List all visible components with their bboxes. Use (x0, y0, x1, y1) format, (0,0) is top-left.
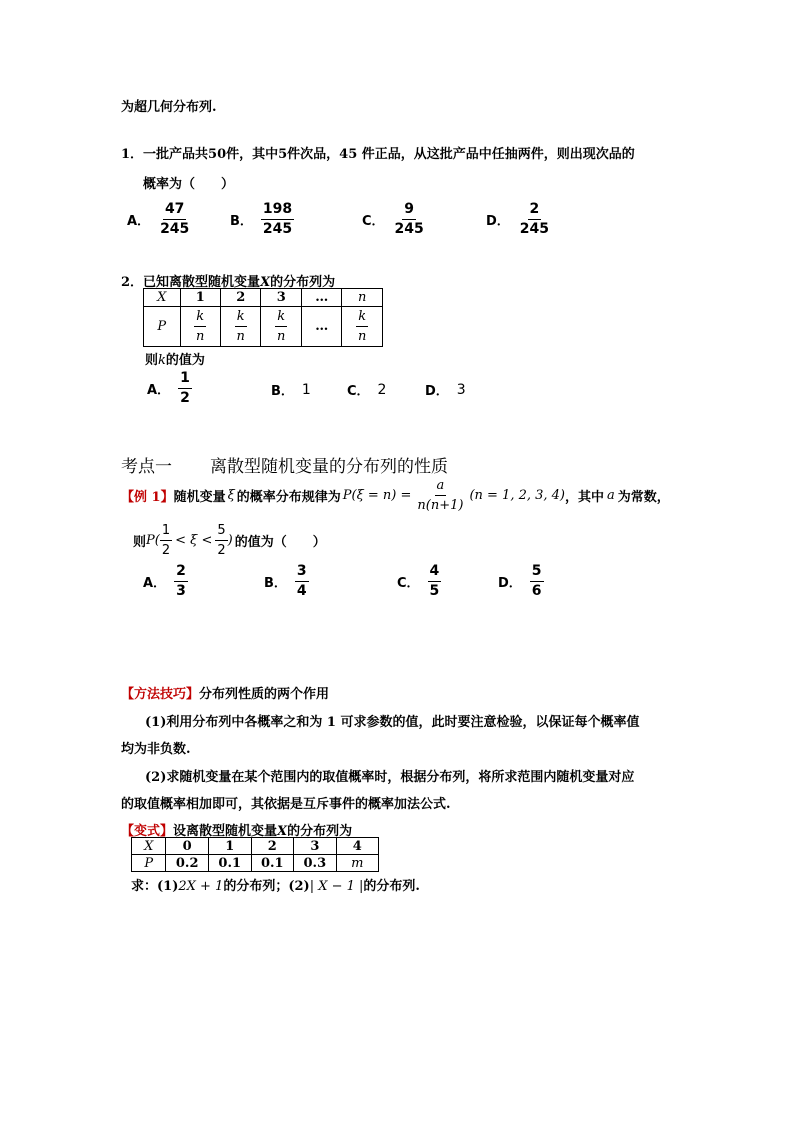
table-cell: … (301, 307, 342, 347)
q2-distribution-table (143, 288, 383, 347)
table-cell: 0.1 (208, 855, 251, 872)
table-cell: $\frac{k}{n}$ (261, 307, 301, 347)
option-value: 2 (377, 381, 387, 398)
section-title-right: 离散型随机变量的分布列的性质 (210, 457, 448, 477)
table-cell: 3 (261, 289, 301, 307)
variant-tag: 【变式】 (121, 824, 174, 839)
intro-line: 为超几何分布列. (121, 100, 217, 115)
q2-option-c[interactable] (347, 380, 386, 399)
table-cell: 0 (166, 838, 209, 855)
option-fraction: $\frac{5}{6}$ (531, 563, 542, 599)
q2-option-b[interactable] (271, 380, 311, 399)
method-p1-line1: (1)利用分布列中各概率之和为 1 可求参数的值，此时要注意检验，以保证每个概率值 (145, 715, 640, 730)
q2-option-d[interactable] (425, 380, 466, 399)
method-title: 分布列性质的两个作用 (199, 687, 330, 702)
table-cell: 1 (180, 289, 220, 307)
table-cell: $\frac{k}{n}$ (220, 307, 260, 347)
table-cell: 4 (336, 838, 378, 855)
q1-number: 1． (121, 147, 144, 162)
option-label: A． (143, 576, 167, 591)
option-fraction: $\frac{2}{3}$ (176, 563, 186, 599)
option-label: C． (362, 214, 385, 229)
q2-text: 已知离散型随机变量 (143, 275, 261, 290)
q1-option-c[interactable] (362, 200, 426, 239)
q1-option-a[interactable] (127, 200, 191, 239)
option-label: C． (397, 576, 420, 591)
option-fraction: $\frac{1}{2}$ (180, 370, 190, 406)
table-cell: $\frac{k}{n}$ (180, 307, 220, 347)
table-cell: 1 (208, 838, 251, 855)
option-label: D． (498, 576, 522, 591)
option-label: B． (230, 214, 253, 229)
variant-distribution-table (131, 837, 379, 872)
q1-option-d[interactable] (486, 200, 551, 239)
section-title-left: 考点一 (121, 457, 172, 477)
option-label: C． (347, 384, 370, 399)
table-cell: 0.1 (251, 855, 294, 872)
table-cell: P (132, 855, 166, 872)
option-fraction: $\frac{4}{5}$ (429, 563, 440, 599)
table-cell: X (144, 289, 181, 307)
table-cell: X (132, 838, 166, 855)
example1-line1: 【例 1】 随机变量 ξ 的概率分布规律为 P(ξ = n) = $\frac{a}{n(n+1)}$ (n = 1, 2, 3, 4) ，其中 a 为常数， (121, 478, 670, 513)
variant-stem: 【变式】设离散型随机变量X的分布列为 (121, 824, 353, 839)
pmf-fraction: $\frac{a}{n(n+1)}$ (417, 478, 464, 513)
method-p1-line2: 均为非负数. (121, 742, 191, 757)
variant-ask: 求：(1)2X + 1的分布列；(2)| X − 1 |的分布列. (131, 879, 420, 894)
q2-number: 2． (121, 275, 144, 290)
option-label: B． (271, 384, 294, 399)
option-fraction: $\frac{2}{245}$ (519, 201, 550, 237)
method-heading (121, 683, 329, 702)
option-label: B． (264, 576, 287, 591)
table-cell: 2 (220, 289, 260, 307)
q2-var: X (260, 275, 271, 290)
option-fraction: $\frac{3}{4}$ (296, 563, 307, 599)
option-fraction: $\frac{198}{245}$ (262, 201, 293, 237)
table-cell: 0.2 (166, 855, 209, 872)
option-label: A． (147, 383, 171, 398)
option-fraction: $\frac{47}{245}$ (160, 201, 190, 237)
table-cell: 2 (251, 838, 294, 855)
option-fraction: $\frac{9}{245}$ (394, 201, 424, 237)
example1-tag: 【例 1】 (121, 490, 174, 505)
pmf-formula: P(ξ = n) = (342, 488, 412, 503)
q2-text-after: 的分布列为 (270, 275, 336, 290)
table-cell: m (336, 855, 378, 872)
method-p2-line2: 的取值概率相加即可，其依据是互斥事件的概率加法公式. (121, 797, 451, 812)
table-cell: n (342, 289, 383, 307)
method-tag: 【方法技巧】 (121, 687, 200, 702)
table-cell: $\frac{k}{n}$ (342, 307, 383, 347)
option-value: 3 (456, 381, 466, 398)
option-label: D． (425, 384, 449, 399)
example1-option-d[interactable] (498, 562, 544, 601)
q1-text2: 概率为（ ） (143, 177, 235, 192)
option-label: A． (127, 214, 151, 229)
example1-option-a[interactable] (143, 562, 188, 601)
table-cell: … (301, 289, 342, 307)
option-label: D． (486, 214, 510, 229)
q1-option-b[interactable] (230, 200, 294, 239)
q2-option-a[interactable] (147, 369, 192, 408)
method-p2-line1: (2)求随机变量在某个范围内的取值概率时，根据分布列，将所求范围内随机变量对应 (145, 770, 635, 785)
q1-text: 一批产品共50件，其中5件次品，45 件正品，从这批产品中任抽两件，则出现次品的 (143, 147, 635, 162)
example1-option-c[interactable] (397, 562, 441, 601)
example1-option-b[interactable] (264, 562, 309, 601)
section-heading (121, 452, 448, 477)
table-cell: 0.3 (294, 855, 337, 872)
q2-ask: 则k的值为 (145, 353, 205, 368)
table-cell: 3 (294, 838, 337, 855)
example1-line2: 则 P( $\frac{1}{2}$ < ξ < $\frac{5}{2}$ ) 的值为（ ） (133, 523, 326, 558)
table-cell: P (144, 307, 181, 347)
q1-stem (121, 143, 635, 162)
option-value: 1 (301, 381, 311, 398)
